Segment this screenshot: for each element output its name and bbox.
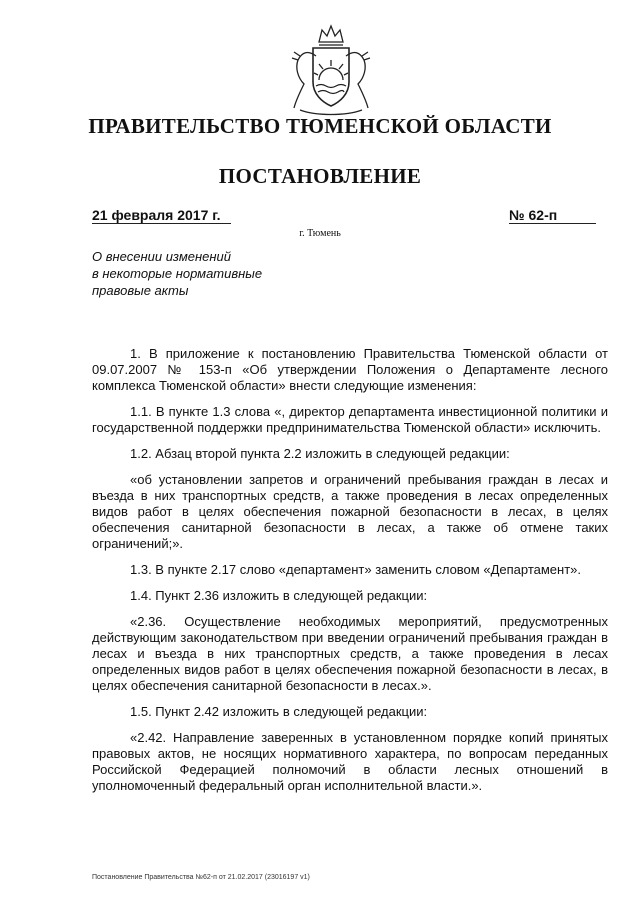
coat-of-arms-icon — [286, 22, 376, 118]
document-subject — [92, 248, 312, 299]
body-paragraph: 1.4. Пункт 2.36 изложить в следующей редакции: — [130, 588, 428, 603]
body-paragraph: «об установлении запретов и ограничений пребывания граждан в лесах и въезда в них транспортных средств, а также проведения в лесах определенных видов работ в целях обеспечения пожарной безопасности в лесах, в целях обеспечения санитарной безопасности в лесах, а также об отмене таких ограничений;». — [92, 472, 608, 551]
document-footer: Постановление Правительства №62-п от 21.02.2017 (23016197 v1) — [92, 874, 310, 881]
body-paragraph: «2.36. Осуществление необходимых мероприятий, предусмотренных действующим законодательством при введении ограничений пребывания граждан в лесах и въезда в них транспортных средств, а также проведения в лесах определенных видов работ в целях обеспечения пожарной безопасности в лесах, в целях обеспечения санитарной безопасности в лесах.». — [92, 614, 608, 693]
subject-line: в некоторые нормативные — [92, 266, 263, 281]
document-city: г. Тюмень — [299, 228, 341, 239]
document-body — [92, 346, 608, 804]
document-date: 21 февраля 2017 г. — [92, 207, 231, 224]
body-paragraph: 1.3. В пункте 2.17 слово «департамент» заменить словом «Департамент». — [130, 562, 581, 577]
subject-line: О внесении изменений — [92, 249, 231, 264]
subject-line: правовые акты — [92, 283, 189, 298]
body-paragraph: 1.1. В пункте 1.3 слова «, директор департамента инвестиционной политики и государственной поддержки предпринимательства Тюменской области» исключить. — [92, 404, 608, 435]
document-number: № 62-п — [509, 207, 596, 224]
body-paragraph: 1.2. Абзац второй пункта 2.2 изложить в следующей редакции: — [130, 446, 510, 461]
body-paragraph: 1. В приложение к постановлению Правительства Тюменской области от 09.07.2007 № 153-п «Об утверждении Положения о Департаменте лесного комплекса Тюменской области» внести следующие изменения: — [92, 346, 608, 393]
body-paragraph: 1.5. Пункт 2.42 изложить в следующей редакции: — [130, 704, 428, 719]
body-paragraph: «2.42. Направление заверенных в установленном порядке копий принятых правовых актов, не носящих нормативного характера, по вопросам переданных Российской Федерацией полномочий в области лесных отношений в уполномоченный федеральный орган исполнительной власти.». — [92, 730, 608, 793]
document-type: ПОСТАНОВЛЕНИЕ — [218, 164, 422, 188]
government-title: ПРАВИТЕЛЬСТВО ТЮМЕНСКОЙ ОБЛАСТИ — [88, 114, 552, 138]
